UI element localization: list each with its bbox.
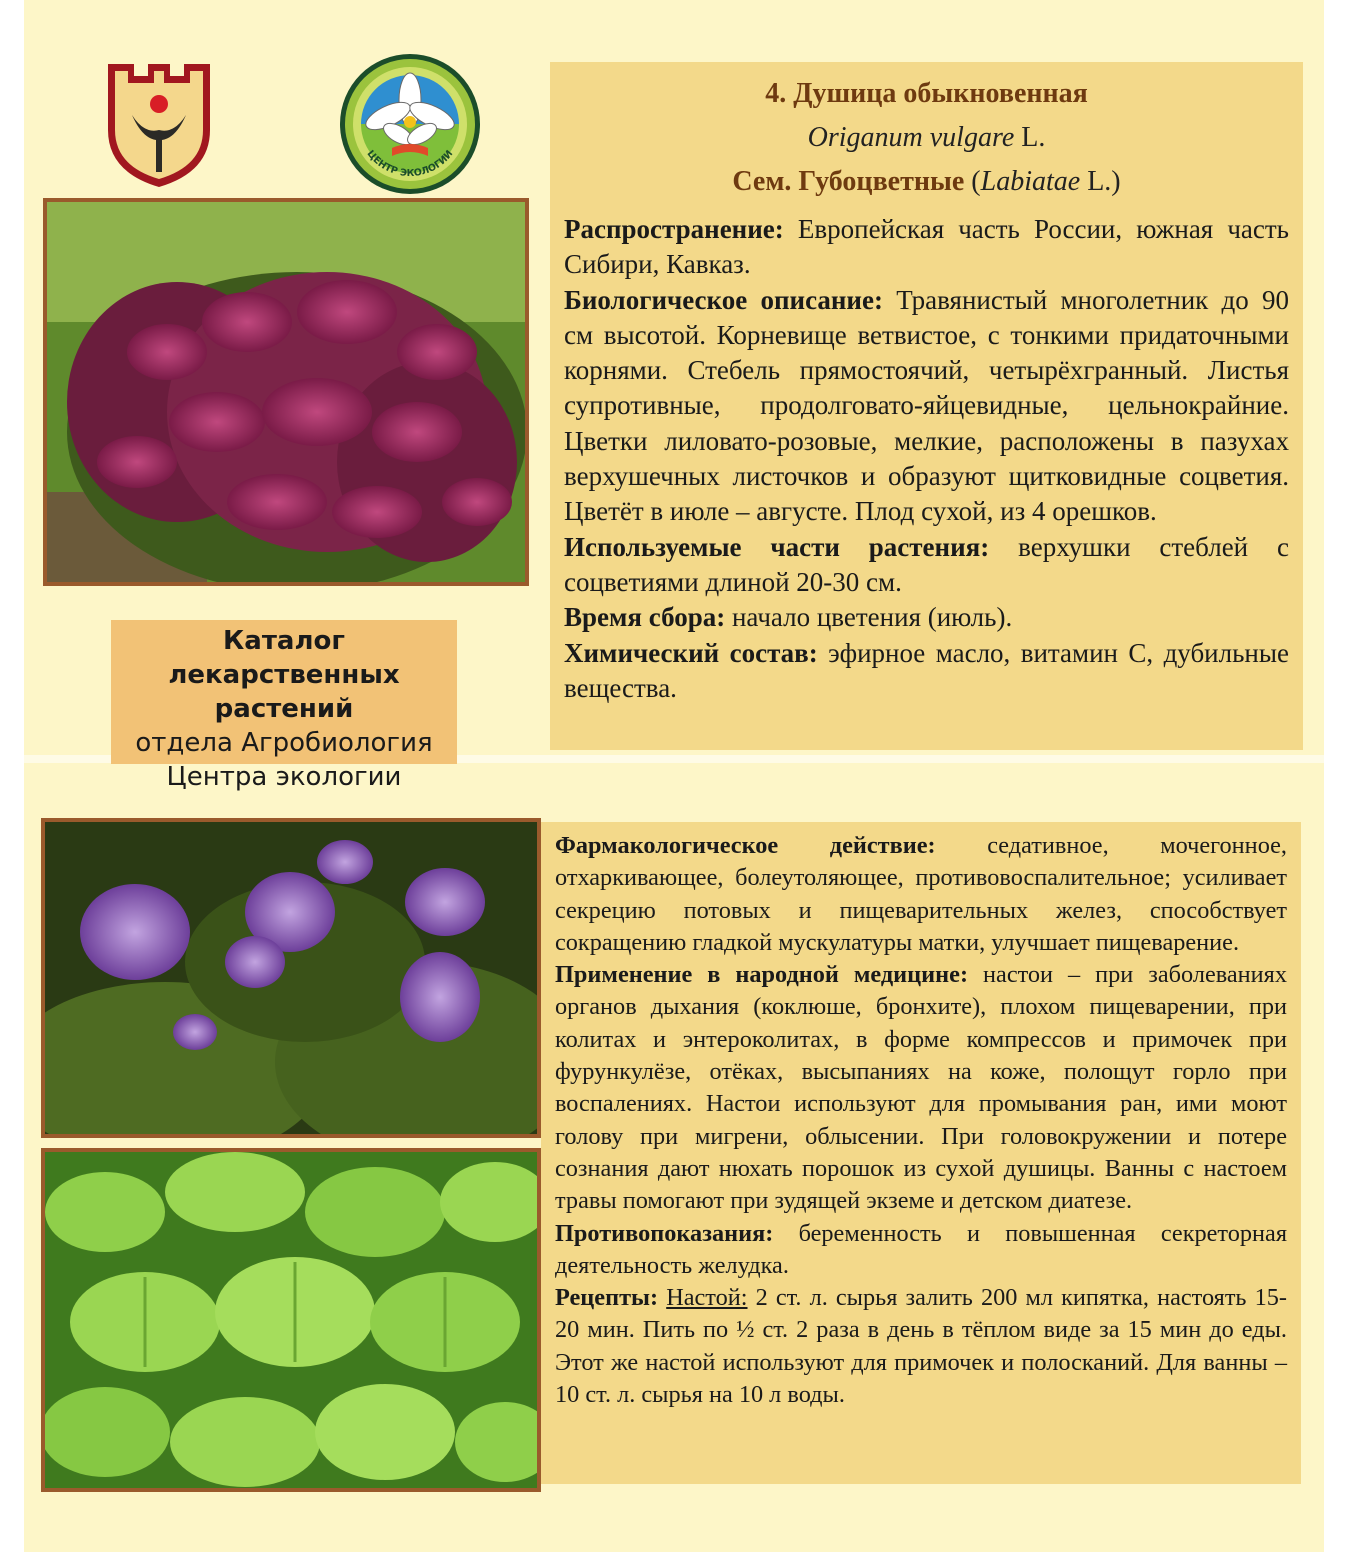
parts-paragraph (564, 530, 1289, 601)
plant-latin-name (564, 116, 1289, 160)
oregano-flowers-photo (41, 818, 541, 1138)
harvest-time-text: начало цветения (июль). (725, 602, 1013, 633)
plant-family (564, 160, 1289, 204)
latin-author: L. (1014, 122, 1046, 153)
family-close: L.) (1080, 166, 1121, 197)
plant-title (564, 72, 1289, 204)
catalog-line-3: отдела Агробиология (135, 728, 433, 758)
bio-label: Биологическое описание: (564, 284, 883, 315)
recipes-paragraph (555, 1282, 1287, 1411)
parts-label: Используемые части растения: (564, 531, 990, 562)
usage-body (555, 830, 1287, 1411)
recipes-text: 2 ст. л. сырья залить 200 мл кипятка, настоять 15-20 мин. Пить по ½ ст. 2 раза в день в тёплом виде за 15 мин до еды. Этот же настой используют для примочек и полосканий. Для ванны – 10 ст. л. сырья на 10 л воды. (555, 1284, 1287, 1409)
recipes-label: Рецепты: (555, 1284, 659, 1312)
page (24, 0, 1324, 1552)
recipes-space (658, 1284, 666, 1311)
plant-name: 4. Душица обыкновенная (765, 78, 1088, 109)
harvest-time-label: Время сбора: (564, 602, 726, 633)
catalog-line-4: Центра экологии (166, 762, 402, 792)
distribution-label: Распространение: (564, 214, 784, 244)
oregano-bush-photo (43, 198, 529, 586)
contraindications-label: Противопоказания: (555, 1219, 774, 1247)
catalog-label (111, 620, 457, 792)
contraindications-text: беременность и повышенная секреторная деятельность желудка. (555, 1219, 1287, 1279)
family-name: Сем. Губоцветные (732, 166, 965, 197)
folk-medicine-label: Применение в народной медицине: (555, 961, 969, 989)
folk-medicine-paragraph (555, 959, 1287, 1217)
family-latin-name: Labiatae (980, 166, 1081, 197)
contraindications-paragraph (555, 1218, 1287, 1283)
recipe-infusion-label: Настой: (666, 1284, 748, 1312)
parts-text: верхушки стеблей с соцветиями длиной 20-30 см. (564, 531, 1289, 597)
bio-paragraph (564, 283, 1289, 530)
pharmacology-text: седативное, мочегонное, отхаркивающее, болеутоляющее, противовоспалительное; усиливает секрецию потовых и пищеварительных желез, способствует сокращению гладкой мускулатуры матки, улучшает пищеварение. (555, 832, 1287, 956)
folk-medicine-text: настои – при заболеваниях органов дыхания (коклюше, бронхите), плохом пищеварении, при колитах и энтероколитах, в форме компрессов и примочек при фурункулёзе, отёках, высыпаниях на коже, полощут горло при воспалениях. Настои используют для промывания ран, ими моют голову при мигрени, облысении. При головокружении и потере сознания дают нюхать порошок из сухой душицы. Ванны с настоем травы помогают при зудящей экземе и детском диатезе. (555, 961, 1287, 1215)
latin-name-italic: Origanum vulgare (807, 122, 1015, 153)
family-open-paren: ( (964, 166, 981, 197)
description-panel (550, 62, 1303, 750)
ecology-center-logo (338, 52, 482, 196)
catalog-line-1: Каталог лекарственных (168, 626, 400, 690)
distribution-paragraph (564, 212, 1289, 283)
ecology-center-logo-text: ЦЕНТР ЭКОЛОГИИ (364, 148, 456, 180)
bio-text: Травянистый многолетник до 90 см высотой. Корневище ветвистое, с тонкими придаточными корнями. Стебель прямостоячий, четырёхгранный. Листья супротивные, продолговато-яйцевидные, цельнокрайние. Цветки лиловато-розовые, мелкие, расположены в пазухах верхушечных листочков и образуют щитковидные соцветия. Цветёт в июле – августе. Плод сухой, из 4 орешков. (564, 284, 1289, 527)
pharmacology-paragraph (555, 830, 1287, 959)
university-shield-logo (104, 60, 214, 190)
usage-panel (541, 822, 1301, 1484)
distribution-text: Европейская часть России, южная часть Сибири, Кавказ. (564, 214, 1289, 280)
catalog-line-2: растений (214, 694, 354, 724)
oregano-leaves-photo (41, 1148, 541, 1492)
harvest-time-paragraph (564, 600, 1289, 635)
description-body (564, 212, 1289, 706)
pharmacology-label: Фармакологическое действие: (555, 832, 936, 859)
chemistry-label: Химический состав: (564, 637, 818, 668)
chemistry-paragraph (564, 636, 1289, 707)
chemistry-text: эфирное масло, витамин С, дубильные вещества. (564, 637, 1289, 703)
